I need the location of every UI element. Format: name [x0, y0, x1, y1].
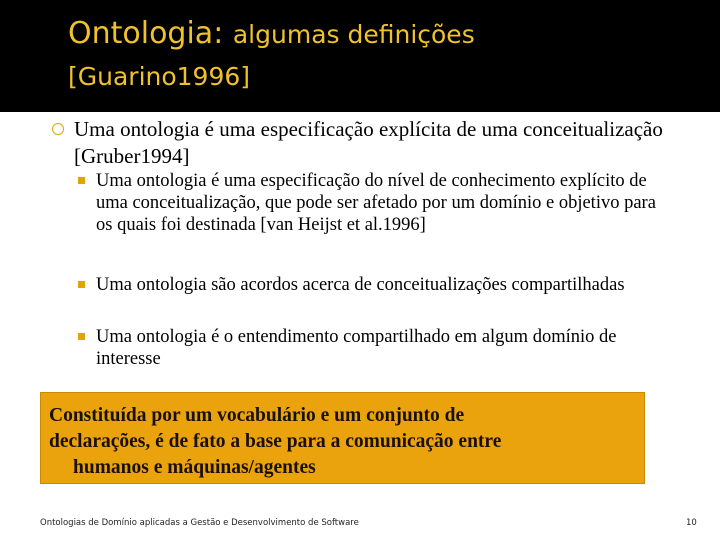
bullet-level2-item [78, 326, 668, 370]
bullet-level2-text: Uma ontologia é o entendimento compartilhado em algum domínio de interesse [96, 327, 617, 369]
title-rest: algumas definições [232, 20, 475, 49]
highlight-line: declarações, é de fato a base para a comunicação entre [49, 431, 502, 452]
bullet-level1-text: Uma ontologia é uma especificação explícita de uma conceitualização [Gruber1994] [74, 117, 663, 168]
bullet-level2-item [78, 170, 668, 236]
bullet-level2-text: Uma ontologia são acordos acerca de conceitualizações compartilhadas [96, 275, 625, 295]
slide-title [68, 16, 475, 51]
ring-bullet-icon [52, 123, 64, 135]
square-bullet-icon [78, 333, 85, 340]
footer-text: Ontologias de Domínio aplicadas a Gestão e Desenvolvimento de Software [40, 518, 359, 528]
square-bullet-icon [78, 281, 85, 288]
highlight-line: humanos e máquinas/agentes [73, 457, 316, 478]
bullet-level2-item [78, 274, 668, 296]
bullet-level1 [52, 116, 672, 170]
page-number: 10 [686, 518, 697, 528]
title-citation: [Guarino1996] [68, 62, 251, 91]
highlight-line: Constituída por um vocabulário e um conjunto de [49, 405, 465, 426]
title-bar [0, 0, 720, 112]
title-main: Ontologia: [68, 16, 224, 51]
bullet-level2-text: Uma ontologia é uma especificação do nível de conhecimento explícito de uma conceitualização, que pode ser afetado por um domínio e objetivo para os quais foi destinada [van Heijst et al.1996] [96, 171, 656, 235]
highlight-box [40, 392, 645, 484]
square-bullet-icon [78, 177, 85, 184]
highlight-text [49, 403, 639, 481]
